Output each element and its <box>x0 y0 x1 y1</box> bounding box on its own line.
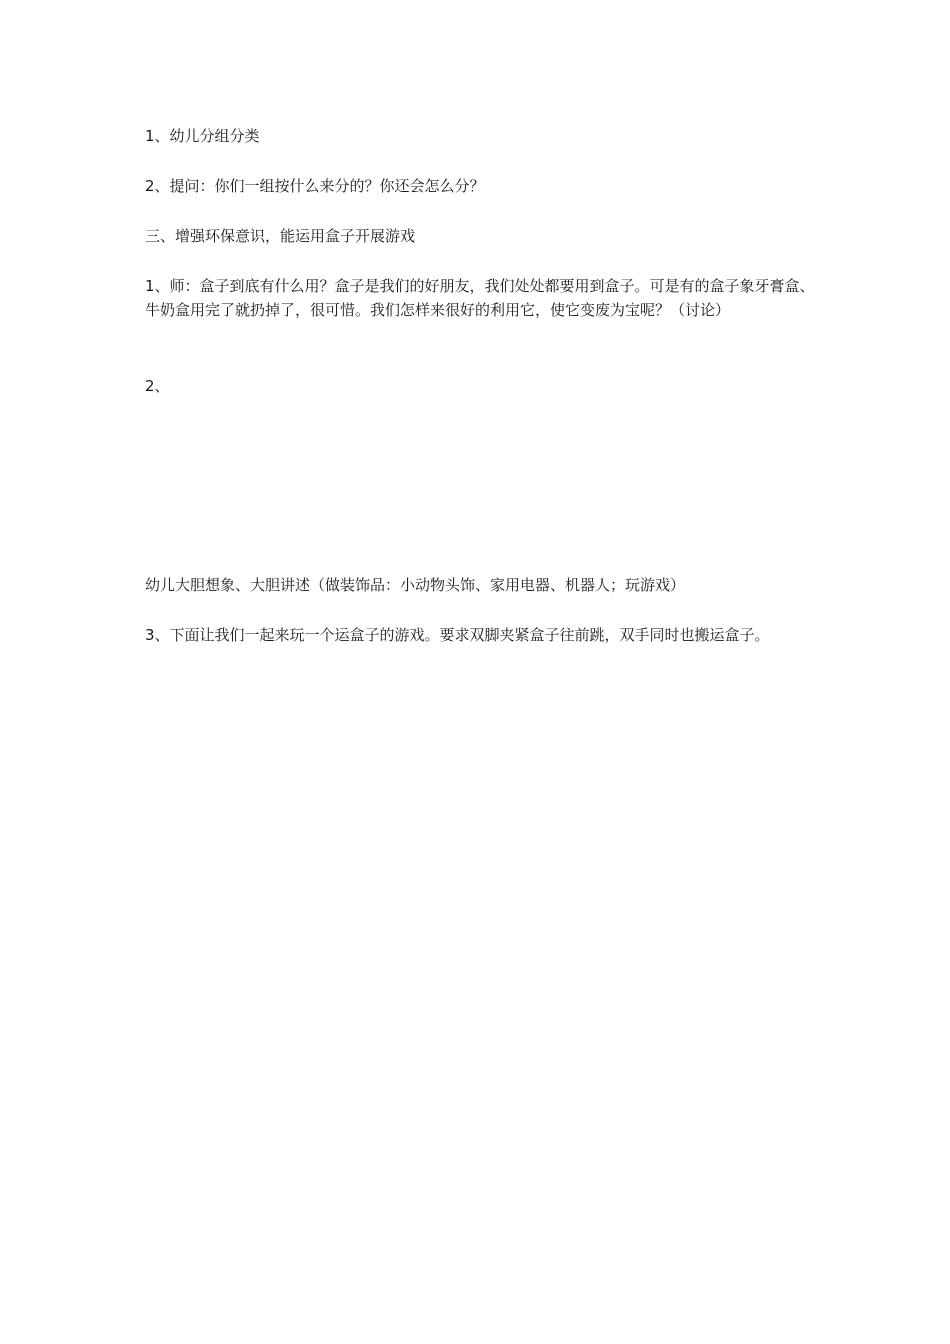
section-heading-environment: 三、增强环保意识，能运用盒子开展游戏 <box>145 227 416 245</box>
paragraph-item-two: 2、 <box>145 377 170 395</box>
paragraph-teacher-discussion: 1、师：盒子到底有什么用？盒子是我们的好朋友，我们处处都要用到盒子。可是有的盒子象牙膏盒、牛奶盒用完了就扔掉了，很可惜。我们怎样来很好的利用它，使它变废为宝呢？（讨论） <box>145 277 815 319</box>
paragraph-game: 3、下面让我们一起来玩一个运盒子的游戏。要求双脚夹紧盒子往前跳，双手同时也搬运盒子。 <box>145 626 770 644</box>
paragraph-grouping: 1、幼儿分组分类 <box>145 127 260 145</box>
paragraph-question: 2、提问：你们一组按什么来分的？你还会怎么分？ <box>145 177 485 195</box>
paragraph-imagination: 幼儿大胆想象、大胆讲述（做装饰品：小动物头饰、家用电器、机器人；玩游戏） <box>145 576 686 594</box>
